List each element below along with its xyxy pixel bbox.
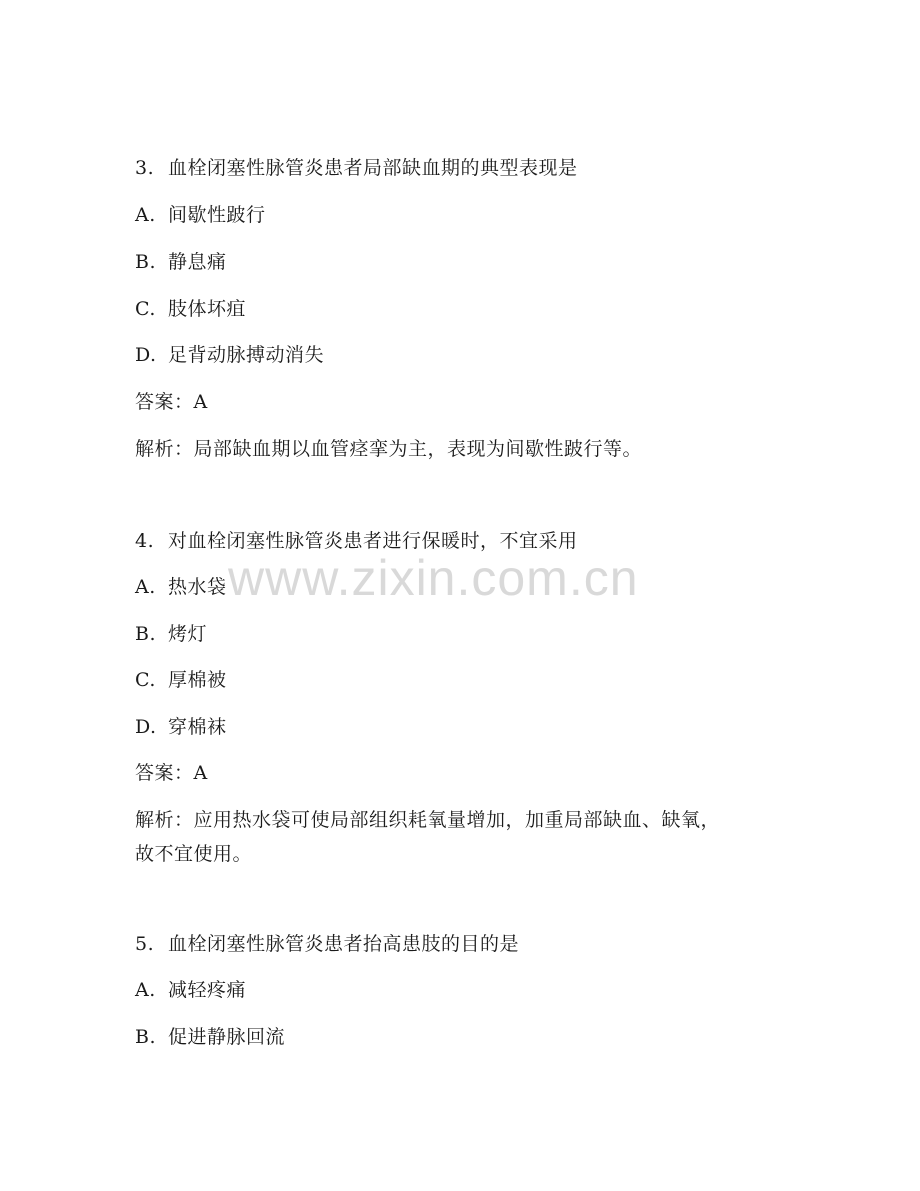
option-key: A. bbox=[135, 979, 156, 1001]
question-number: 3. bbox=[135, 157, 155, 179]
option-text: 烤灯 bbox=[168, 623, 208, 645]
question-3-stem bbox=[135, 156, 578, 180]
option-key: A. bbox=[135, 576, 156, 598]
question-4-option-a bbox=[135, 575, 227, 599]
option-key: C. bbox=[135, 669, 156, 691]
question-4-analysis-line-1: 解析：应用热水袋可使局部组织耗氧量增加，加重局部缺血、缺氧， bbox=[135, 809, 721, 831]
question-5-option-b bbox=[135, 1025, 285, 1049]
option-text: 促进静脉回流 bbox=[168, 1026, 286, 1048]
option-key: B. bbox=[135, 251, 157, 273]
question-4-answer: 答案：A bbox=[135, 762, 208, 784]
question-3-option-b bbox=[135, 250, 227, 274]
watermark: www.zixin.com.cn bbox=[228, 550, 639, 606]
question-text: 对血栓闭塞性脉管炎患者进行保暖时，不宜采用 bbox=[168, 530, 578, 552]
option-key: A. bbox=[135, 204, 156, 226]
option-text: 肢体坏疽 bbox=[168, 298, 247, 320]
question-text: 血栓闭塞性脉管炎患者局部缺血期的典型表现是 bbox=[168, 157, 578, 179]
option-key: B. bbox=[135, 623, 157, 645]
question-5-option-a bbox=[135, 978, 246, 1002]
option-text: 减轻疼痛 bbox=[168, 979, 247, 1001]
question-3-analysis: 解析：局部缺血期以血管痉挛为主，表现为间歇性跛行等。 bbox=[135, 438, 643, 460]
question-4-option-d bbox=[135, 715, 227, 739]
question-4-option-b bbox=[135, 622, 207, 646]
option-key: C. bbox=[135, 298, 156, 320]
option-text: 厚棉被 bbox=[168, 669, 227, 691]
question-number: 5. bbox=[135, 933, 155, 955]
question-4-analysis-line-2: 故不宜使用。 bbox=[135, 843, 253, 865]
question-number: 4. bbox=[135, 530, 155, 552]
option-text: 足背动脉搏动消失 bbox=[168, 344, 325, 366]
option-text: 热水袋 bbox=[168, 576, 227, 598]
question-4-option-c bbox=[135, 668, 227, 692]
option-key: B. bbox=[135, 1026, 157, 1048]
question-3-option-a bbox=[135, 203, 266, 227]
option-text: 穿棉袜 bbox=[168, 716, 227, 738]
question-3-answer: 答案：A bbox=[135, 391, 208, 413]
question-text: 血栓闭塞性脉管炎患者抬高患肢的目的是 bbox=[168, 933, 520, 955]
question-3-option-c bbox=[135, 297, 246, 321]
option-text: 间歇性跛行 bbox=[168, 204, 266, 226]
option-key: D. bbox=[135, 344, 157, 366]
question-3-option-d bbox=[135, 343, 324, 367]
question-5-stem bbox=[135, 932, 519, 956]
option-text: 静息痛 bbox=[168, 251, 227, 273]
option-key: D. bbox=[135, 716, 157, 738]
